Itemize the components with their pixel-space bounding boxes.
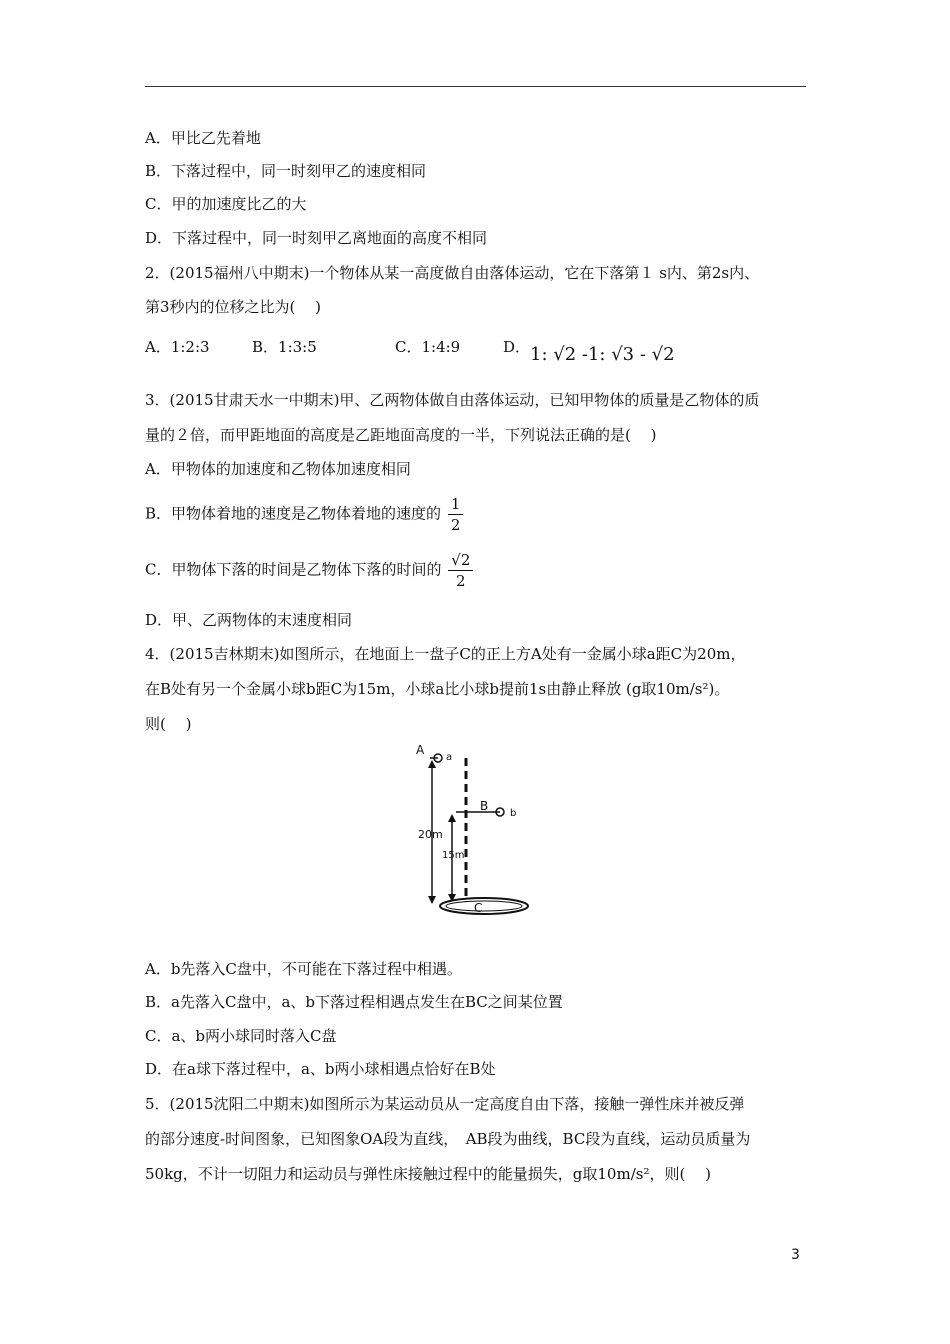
q1-option-a: A．甲比乙先着地 bbox=[145, 129, 261, 147]
q4-stem-line1: 4．(2015吉林期末)如图所示，在地面上一盘子C的正上方A处有一金属小球a距C为20m， bbox=[145, 645, 746, 663]
q2-stem-line2: 第3秒内的位移之比为( ) bbox=[145, 298, 322, 316]
fraction-numerator: √2 bbox=[448, 552, 473, 571]
q2-option-d-formula: 1: √2 -1: √3 - √2 bbox=[530, 344, 675, 365]
label-A: A bbox=[416, 743, 425, 757]
q1-option-b: B．下落过程中，同一时刻甲乙的速度相同 bbox=[145, 162, 427, 180]
q4-option-a: A．b先落入C盘中，不可能在下落过程中相遇。 bbox=[145, 960, 462, 978]
q1-option-d: D．下落过程中，同一时刻甲乙离地面的高度不相同 bbox=[145, 229, 488, 247]
q4-option-d: D．在a球下落过程中，a、b两小球相遇点恰好在B处 bbox=[145, 1060, 496, 1078]
q1-option-c: C．甲的加速度比乙的大 bbox=[145, 195, 307, 213]
q3-stem-line2: 量的２倍，而甲距地面的高度是乙距地面高度的一半，下列说法正确的是( ) bbox=[145, 426, 657, 444]
plate-c-inner-icon bbox=[446, 901, 522, 911]
q2-option-c: C．1:4:9 bbox=[395, 338, 461, 356]
q5-stem-line2: 的部分速度-时间图象，已知图象OA段为直线， AB段为曲线，BC段为直线，运动员质量为 bbox=[145, 1130, 751, 1148]
label-B: B bbox=[480, 799, 489, 813]
label-b: b bbox=[510, 808, 517, 819]
q4-stem-line3: 则( ) bbox=[145, 715, 192, 733]
q5-stem-line1: 5．(2015沈阳二中期末)如图所示为某运动员从一定高度自由下落，接触一弹性床并被反弹 bbox=[145, 1095, 745, 1113]
arrow-head-down-icon bbox=[428, 896, 436, 904]
q2-option-b: B．1:3:5 bbox=[252, 338, 317, 356]
q3-stem-line1: 3．(2015甘肃天水一中期末)甲、乙两物体做自由落体运动，已知甲物体的质量是乙物体的质 bbox=[145, 391, 760, 409]
label-20m: 20m bbox=[418, 828, 443, 841]
q3-option-c bbox=[145, 552, 473, 589]
falling-balls-figure bbox=[412, 740, 542, 920]
label-15m: 15m bbox=[442, 850, 465, 861]
q3-option-b-fraction bbox=[448, 496, 464, 533]
fraction-denominator: 2 bbox=[456, 572, 466, 590]
fraction-denominator: 2 bbox=[450, 516, 461, 534]
q3-option-b bbox=[145, 496, 463, 533]
q5-stem-line3: 50kg，不计一切阻力和运动员与弹性床接触过程中的能量损失，g取10m/s²，则( ) bbox=[145, 1165, 711, 1183]
q2-option-a: A．1:2:3 bbox=[145, 338, 210, 356]
q3-option-d: D．甲、乙两物体的末速度相同 bbox=[145, 611, 353, 629]
page-number: 3 bbox=[791, 1247, 800, 1263]
arrow-head-up-icon bbox=[448, 814, 456, 822]
plate-c-icon bbox=[440, 898, 528, 914]
header-rule bbox=[145, 86, 806, 87]
q4-option-b: B．a先落入C盘中，a、b下落过程相遇点发生在BC之间某位置 bbox=[145, 993, 563, 1011]
fraction-numerator: 1 bbox=[448, 496, 464, 515]
label-C: C bbox=[474, 901, 483, 915]
q4-stem-line2: 在B处有另一个金属小球b距C为15m，小球a比小球b提前1s由静止释放 (g取10m/s²)。 bbox=[145, 680, 730, 698]
q3-option-c-text: C．甲物体下落的时间是乙物体下落的时间的 bbox=[145, 560, 442, 579]
q2-option-d: D． bbox=[503, 338, 531, 356]
q3-option-b-text: B．甲物体着地的速度是乙物体着地的速度的 bbox=[145, 504, 442, 523]
q3-option-a: A．甲物体的加速度和乙物体加速度相同 bbox=[145, 460, 411, 478]
q2-stem-line1: 2．(2015福州八中期末)一个物体从某一高度做自由落体运动，它在下落第１ s内、第2s内、 bbox=[145, 264, 760, 282]
label-a: a bbox=[446, 752, 453, 763]
q3-option-c-fraction bbox=[448, 552, 473, 589]
q4-option-c: C．a、b两小球同时落入C盘 bbox=[145, 1027, 337, 1045]
